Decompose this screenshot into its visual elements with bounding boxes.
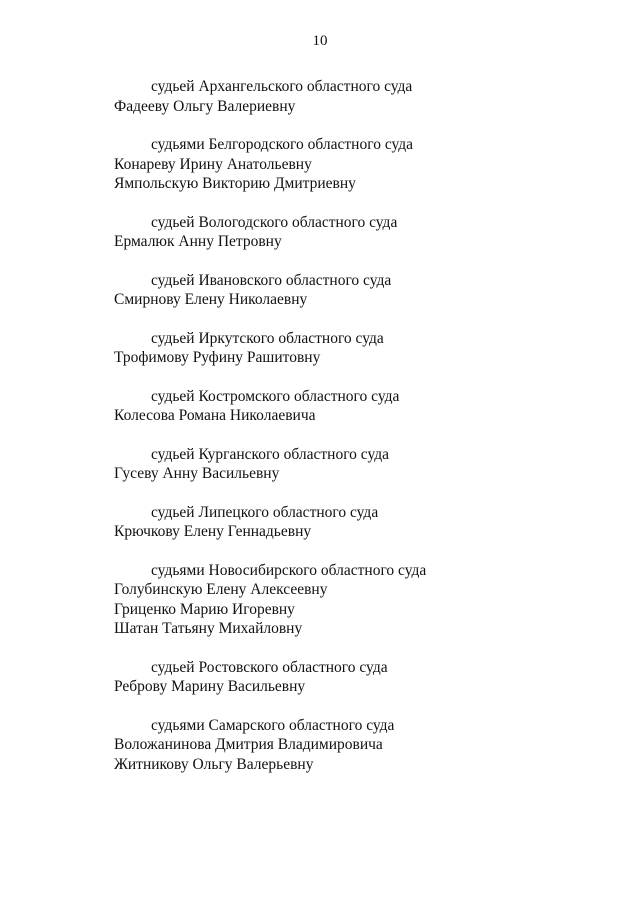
- appointment-entry: [114, 77, 574, 116]
- judge-name: Колесова Романа Николаевича: [114, 407, 316, 424]
- court-line: судьей Иркутского областного суда: [151, 329, 384, 347]
- judge-name: Гриценко Марию Игоревну: [114, 600, 295, 618]
- court-line: судьей Вологодского областного суда: [151, 213, 398, 231]
- judge-name: Ермалюк Анну Петровну: [114, 233, 282, 250]
- judge-name: Смирнову Елену Николаевну: [114, 291, 308, 308]
- court-line: судьей Архангельского областного суда: [151, 78, 413, 95]
- judge-name: Житникову Ольгу Валерьевну: [114, 755, 314, 773]
- page-number: 10: [312, 33, 328, 49]
- appointment-entry: [114, 445, 574, 484]
- court-line: судьей Костромского областного суда: [151, 387, 400, 405]
- appointment-entry: [114, 271, 574, 310]
- judge-name: Трофимову Руфину Рашитовну: [114, 349, 321, 366]
- court-line: судьями Самарского областного суда: [151, 716, 395, 734]
- appointment-entry: [114, 213, 574, 252]
- judge-name: Воложанинова Дмитрия Владимировича: [114, 736, 383, 753]
- judge-name: Гусеву Анну Васильевну: [114, 465, 280, 482]
- judge-name: Фадееву Ольгу Валериевну: [114, 97, 296, 115]
- judge-name: Ямпольскую Викторию Дмитриевну: [114, 175, 356, 192]
- appointment-entry: [114, 716, 574, 775]
- court-line: судьей Липецкого областного суда: [151, 503, 379, 521]
- judge-name: Голубинскую Елену Алексеевну: [114, 581, 328, 598]
- appointment-entry: [114, 329, 574, 368]
- judge-name: Шатан Татьяну Михайловну: [114, 620, 303, 637]
- judge-name: Крючкову Елену Геннадьевну: [114, 523, 312, 540]
- appointment-entry: [114, 503, 574, 542]
- appointment-entry: [114, 135, 574, 194]
- judge-name: Конареву Ирину Анатольевну: [114, 155, 312, 173]
- appointment-entry: [114, 658, 574, 697]
- appointment-entry: [114, 561, 574, 639]
- court-line: судьей Ростовского областного суда: [151, 658, 388, 676]
- court-line: судьями Белгородского областного суда: [151, 136, 414, 153]
- court-line: судьей Ивановского областного суда: [151, 271, 392, 289]
- judge-name: Реброву Марину Васильевну: [114, 678, 306, 695]
- appointment-entry: [114, 387, 574, 426]
- court-line: судьей Курганского областного суда: [151, 445, 390, 463]
- court-line: судьями Новосибирского областного суда: [151, 561, 427, 579]
- appointment-list: [114, 77, 574, 793]
